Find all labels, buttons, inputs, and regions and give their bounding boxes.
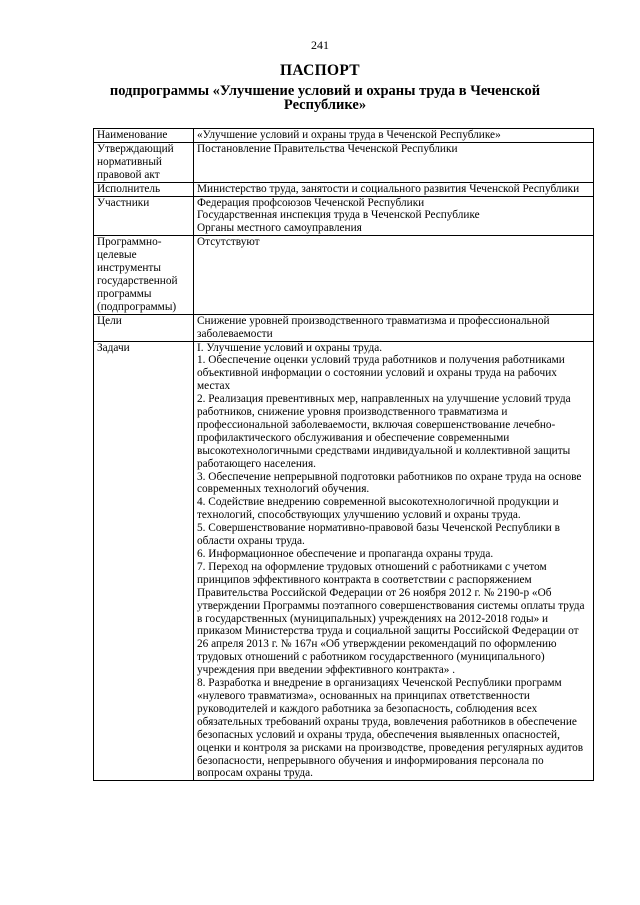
row-value xyxy=(194,236,594,314)
passport-table xyxy=(93,128,594,781)
row-value-paragraph: 3. Обеспечение непрерывной подготовки работников по охране труда на основе современных технологий обучения. xyxy=(197,470,582,496)
row-value-paragraph: 6. Информационное обеспечение и пропаганда охраны труда. xyxy=(197,548,494,560)
row-value-paragraph: I. Улучшение условий и охраны труда. xyxy=(197,341,383,354)
row-label: Утверждающий нормативный правовой акт xyxy=(94,142,194,182)
table-row xyxy=(94,129,594,143)
row-value-paragraph: 4. Содействие внедрению современной высокотехнологичной продукции и технологий, способствующих улучшению условий и охраны труда. xyxy=(197,496,559,522)
row-value xyxy=(194,196,594,236)
table-row xyxy=(94,236,594,314)
row-value-paragraph: Федерация профсоюзов Чеченской Республики xyxy=(197,196,425,209)
table-row xyxy=(94,341,594,781)
row-value xyxy=(194,314,594,341)
row-label: Наименование xyxy=(94,129,194,143)
row-value xyxy=(194,129,594,143)
row-value-paragraph: Органы местного самоуправления xyxy=(197,222,362,235)
row-label: Программно-целевые инструменты государственной программы (подпрограммы) xyxy=(94,236,194,314)
row-label: Задачи xyxy=(94,341,194,781)
row-value-paragraph: Министерство труда, занятости и социального развития Чеченской Республики xyxy=(197,182,580,195)
row-label: Участники xyxy=(94,196,194,236)
row-value-paragraph: 2. Реализация превентивных мер, направленных на улучшение условий труда работников, снижение уровня производственного травматизма и профессиональной заболеваемости, включая совершенствование лечебно-профилактического обслуживания и обеспечение современными высокотехнологичными средствами индивидуальной и коллективной защиты работающего населения. xyxy=(197,393,571,470)
row-value-paragraph: Государственная инспекция труда в Чеченской Республике xyxy=(197,209,480,222)
row-value-paragraph: Постановление Правительства Чеченской Республики xyxy=(197,142,458,155)
row-value-paragraph: Снижение уровней производственного травматизма и профессиональной заболеваемости xyxy=(197,314,550,340)
row-value-paragraph: 5. Совершенствование нормативно-правовой базы Чеченской Республики в области охраны труда. xyxy=(197,522,561,548)
document-subtitle: подпрограммы «Улучшение условий и охраны труда в Чеченской Республике» xyxy=(109,83,541,113)
table-row xyxy=(94,182,594,196)
table-row xyxy=(94,314,594,341)
row-label: Цели xyxy=(94,314,194,341)
passport-table-body xyxy=(94,129,594,781)
table-row xyxy=(94,196,594,236)
row-value-paragraph: «Улучшение условий и охраны труда в Чеченской Республике» xyxy=(197,129,501,141)
row-value-paragraph: 1. Обеспечение оценки условий труда работников и получения работниками объективной информации о состоянии условий и охраны труда на рабочих местах xyxy=(197,354,565,393)
page-number: 241 xyxy=(311,38,329,52)
table-row xyxy=(94,142,594,182)
row-value xyxy=(194,341,594,781)
row-value xyxy=(194,142,594,182)
row-value-paragraph: 8. Разработка и внедрение в организациях Чеченской Республики программ «нулевого травматизма», основанных на принципах ответственности руководителей и каждого работника за безопасность, соблюдения всех обязательных требований охраны труда, вовлечения работников в обеспечение безопасных условий и охраны труда, обеспечения выявленных опасностей, оценки и контроля за рисками на производстве, проведения регулярных аудитов безопасности, непрерывного обучения и информирования персонала по вопросам охраны труда. xyxy=(197,677,584,780)
row-label: Исполнитель xyxy=(94,182,194,196)
row-value-paragraph: 7. Переход на оформление трудовых отношений с работниками с учетом принципов эффективного контракта в соответствии с распоряжением Правительства Российской Федерации от 26 ноября 2012 г. № 2190-р «Об утверждении Программы поэтапного совершенствования системы оплаты труда в государственных (муниципальных) учреждениях на 2012-2018 годы» и приказом Министерства труда и социальной защиты Российской Федерации от 26 апреля 2013 г. № 167н «Об утверждении рекомендаций по оформлению трудовых отношений с работником государственного (муниципального) учреждения при введении эффективного контракта» . xyxy=(197,560,585,677)
row-value-paragraph: Отсутствуют xyxy=(197,236,260,249)
document-title: ПАСПОРТ xyxy=(280,62,360,79)
row-value xyxy=(194,182,594,196)
